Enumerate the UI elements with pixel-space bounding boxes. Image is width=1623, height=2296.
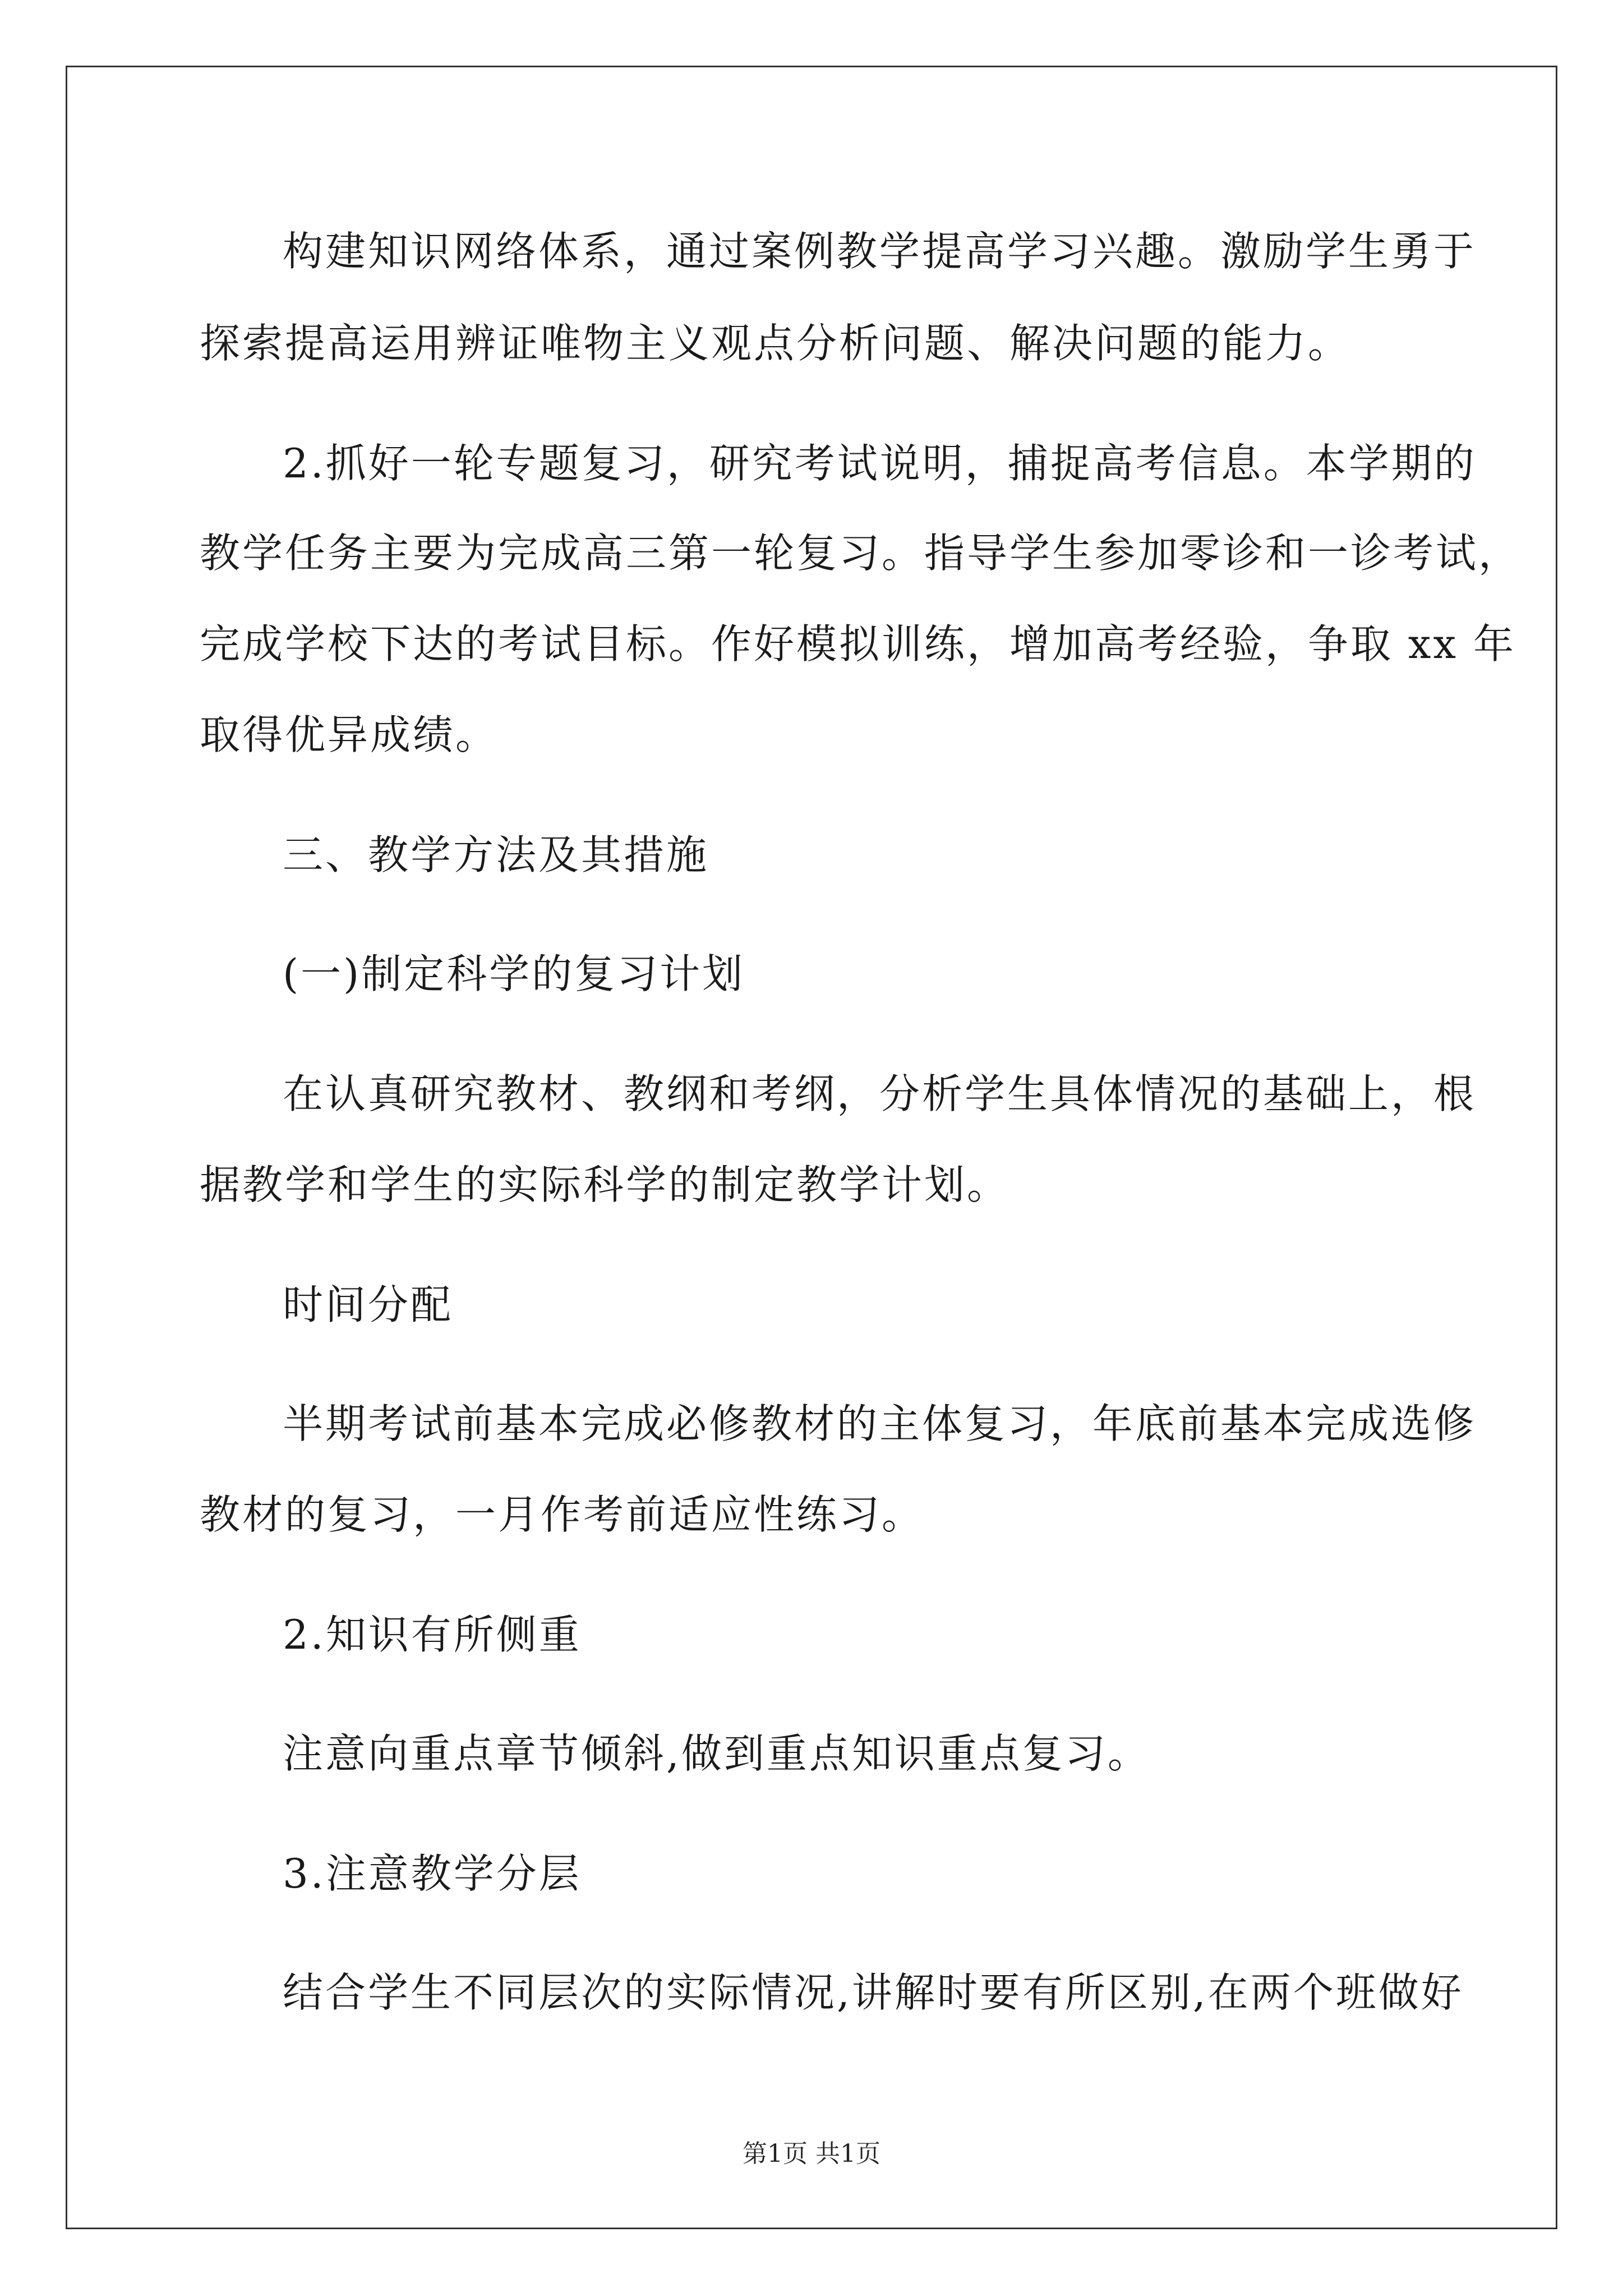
page-border (66, 66, 1557, 2229)
subsection-heading: (一)制定科学的复习计划 (283, 950, 745, 997)
paragraph-line: 2.抓好一轮专题复习，研究考试说明，捕捉高考信息。本学期的 (283, 440, 1477, 487)
paragraph-line: 据教学和学生的实际科学的制定教学计划。 (200, 1161, 1010, 1208)
paragraph-line: 结合学生不同层次的实际情况,讲解时要有所区别,在两个班做好 (283, 1969, 1464, 2016)
paragraph-line: 教材的复习，一月作考前适应性练习。 (200, 1491, 925, 1538)
paragraph-line: 注意向重点章节倾斜,做到重点知识重点复习。 (283, 1730, 1150, 1777)
paragraph-line: 构建知识网络体系，通过案例教学提高学习兴趣。激励学生勇于 (283, 228, 1477, 275)
item-heading: 2.知识有所侧重 (283, 1611, 582, 1658)
paragraph-line: 完成学校下达的考试目标。作好模拟训练，增加高考经验，争取 xx 年 (200, 620, 1516, 668)
section-heading: 三、教学方法及其措施 (283, 831, 709, 878)
paragraph-line: 在认真研究教材、教纲和考纲，分析学生具体情况的基础上，根 (283, 1070, 1477, 1117)
page-footer: 第1页 共1页 (743, 2139, 880, 2168)
paragraph-line: 探索提高运用辨证唯物主义观点分析问题、解决问题的能力。 (200, 320, 1351, 367)
paragraph-line: 教学任务主要为完成高三第一轮复习。指导学生参加零诊和一诊考试， (200, 530, 1521, 577)
item-heading: 时间分配 (283, 1281, 454, 1328)
paragraph-line: 取得优异成绩。 (200, 711, 499, 758)
paragraph-line: 半期考试前基本完成必修教材的主体复习，年底前基本完成选修 (283, 1400, 1477, 1447)
item-heading: 3.注意教学分层 (283, 1850, 582, 1897)
